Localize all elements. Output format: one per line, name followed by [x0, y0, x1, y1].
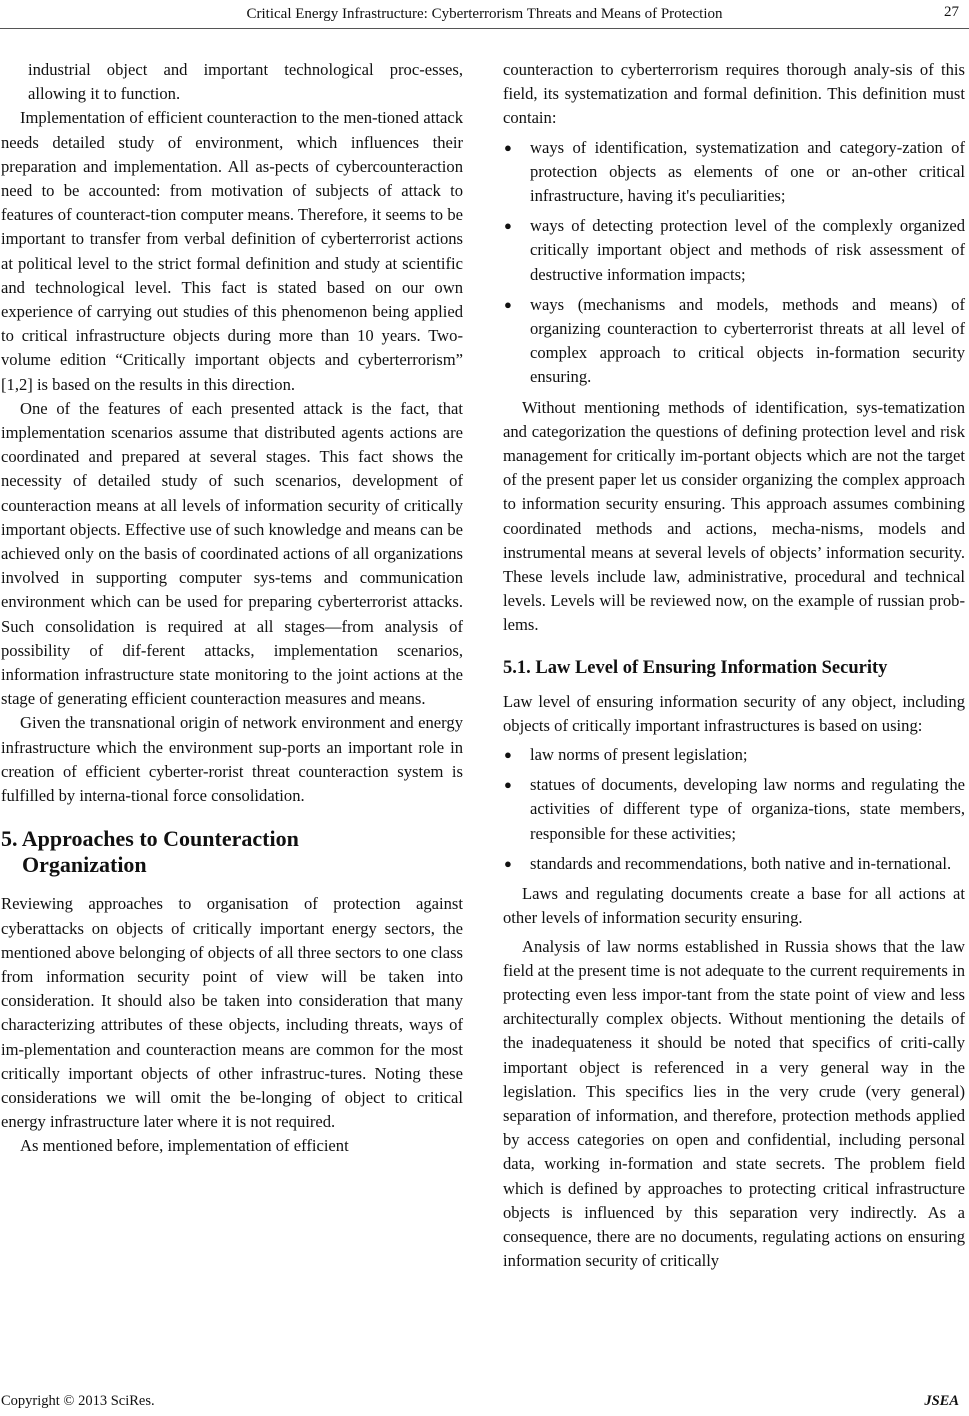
bullet-icon: ● [504, 296, 512, 312]
bullet-icon: ● [504, 218, 512, 234]
running-header [0, 0, 969, 29]
body-paragraph: counteraction to cyberterrorism requires thorough analy-sis of this field, its systematization and formal definition. This definition must contain: [503, 60, 965, 128]
body-paragraph: Without mentioning methods of identification, sys-tematization and categorization the questions of defining protection level and risk management for critically im-portant objects which are not the target of the present paper let us consider organizing the complex approach to information security ensuring. This approach assumes combining coordinated methods and actions, mecha-nisms, models and instrumental means at several levels of objects’ information security. These levels include law, administrative, procedural and technical levels. Levels will be reviewed now, on the example of russian prob-lems. [503, 397, 965, 635]
list-item [503, 773, 965, 846]
page-footer [1, 1393, 959, 1413]
list-item-text: ways of identification, systematization and category-zation of protection objects as elements of one or an-other critical infrastructure, having it's peculiarities; [530, 137, 965, 206]
journal-abbreviation: JSEA [924, 1393, 959, 1409]
bullet-icon: ● [504, 777, 512, 793]
body-paragraph: Analysis of law norms established in Russia shows that the law field at the present time is not adequate to the current requirements in protecting even less impor-tant from the state point of view and less architecturally complex objects. Without mentioning the details of the inadequateness it should be noted that specifics of criti-cally important object is referenced in a very general way in the legislation. This specifics lies in the very crude (very general) separation of information, and therefore, protection methods applied by access categories on open and confidential, including personal data, working in-formation and state secrets. The problem field which is defined by approaches to protecting critical infrastructure objects is influenced by this separation very indirectly. As a consequence, there are no documents, regulating actions on ensuring information security of critically [503, 936, 965, 1271]
subsection-title: 5.1. Law Level of Ensuring Information Security [503, 657, 888, 678]
body-paragraph: Law level of ensuring information security of any object, including objects of critically important infrastructures is based on using: [503, 691, 965, 735]
list-item [503, 214, 965, 287]
page-number: 27 [944, 4, 959, 20]
intro-continuation: industrial object and important technological proc-esses, allowing it to function. [28, 60, 463, 104]
section-title-line2: Organization [22, 852, 147, 878]
section-title-line1: 5. Approaches to Counteraction [1, 826, 299, 852]
section-title [1, 826, 463, 878]
list-item-text: standards and recommendations, both native and in-ternational. [530, 853, 952, 873]
list-item [503, 743, 965, 767]
bullet-list [503, 743, 965, 876]
bullet-icon: ● [504, 855, 512, 871]
list-item [503, 293, 965, 390]
list-item-text: ways of detecting protection level of the complexly organized critically important object and methods of risk assessment of destructive information impacts; [530, 216, 965, 284]
bullet-icon: ● [504, 747, 512, 763]
list-item-text: ways (mechanisms and models, methods and means) of organizing counteraction to cyberterrorist threats at all level of complex approach to critical objects in-formation security ensuring. [530, 294, 965, 387]
copyright-notice: Copyright © 2013 SciRes. [1, 1393, 155, 1409]
body-paragraph: One of the features of each presented attack is the fact, that implementation scenarios assume that distributed agents actions are coordinated and prepared at several stages. This fact shows the necessity of detailed study of such scenarios, development of counteraction means at all levels of information security of critically important objects. Effective use of such knowledge and means can be achieved only on the basis of coordinated actions of all organizations involved in supporting computer sys-tems and communication environment which can be used for preparing cyberterrorist attacks. Such consolidation is required at all stages—from analysis of possibility of dif-ferent attacks, implementation scenarios, information infrastructure state monitoring to the joint actions at the stage of generating efficient counteraction measures and means. [1, 398, 463, 709]
body-paragraph: Laws and regulating documents create a base for all actions at other levels of information security ensuring. [503, 884, 965, 928]
running-title: Critical Energy Infrastructure: Cyberterrorism Threats and Means of Protection [246, 6, 723, 22]
list-item [503, 136, 965, 209]
list-item-text: law norms of present legislation; [530, 745, 748, 765]
body-paragraph: Implementation of efficient counteraction to the men-tioned attack needs detailed study of environment, which influences their preparation and implementation. All as-pects of cybercounteraction need to be accounted: from motivation of subjects of attack to features of counteract-tion computer means. Therefore, it seems to be important to transfer from verbal definition of cyberterrorist actions at political level to the strict formal definition and study at scientific and technological level. This fact is stated based on our own experience of carrying out studies of this phenomenon being applied to critical infrastructure objects during more than 10 years. Two-volume edition “Critically important objects and cyberterrorism” [1,2] is based on the results in this direction. [1, 108, 463, 394]
body-paragraph: As mentioned before, implementation of efficient [20, 1136, 349, 1156]
list-item [503, 852, 965, 876]
body-paragraph: Given the transnational origin of network environment and energy infrastructure which the environment sup-ports an important role in creation of efficient cyberter-rorist threat counteraction system is fulfilled by interna-tional force consolidation. [1, 713, 463, 806]
body-paragraph: Reviewing approaches to organisation of protection against cyberattacks on objects of critically important energy sectors, the mentioned above belonging of objects of all three sectors to one class from information security point of view will be taken into consideration. It should also be taken into consideration that many characterizing attributes of these objects, including threats, ways of im-plementation and counteraction means are common for the most critically important objects of other infrastruc-tures. Noting these considerations we will omit the be-longing of object to critical energy infrastructure later where it is not required. [1, 894, 463, 1132]
list-item-text: statues of documents, developing law norms and regulating the activities of different type of organiza-tions, state members, responsible for these activities; [530, 775, 965, 843]
right-column [503, 58, 965, 1273]
left-column [1, 58, 463, 1159]
bullet-list [503, 136, 965, 390]
bullet-icon: ● [504, 139, 512, 155]
